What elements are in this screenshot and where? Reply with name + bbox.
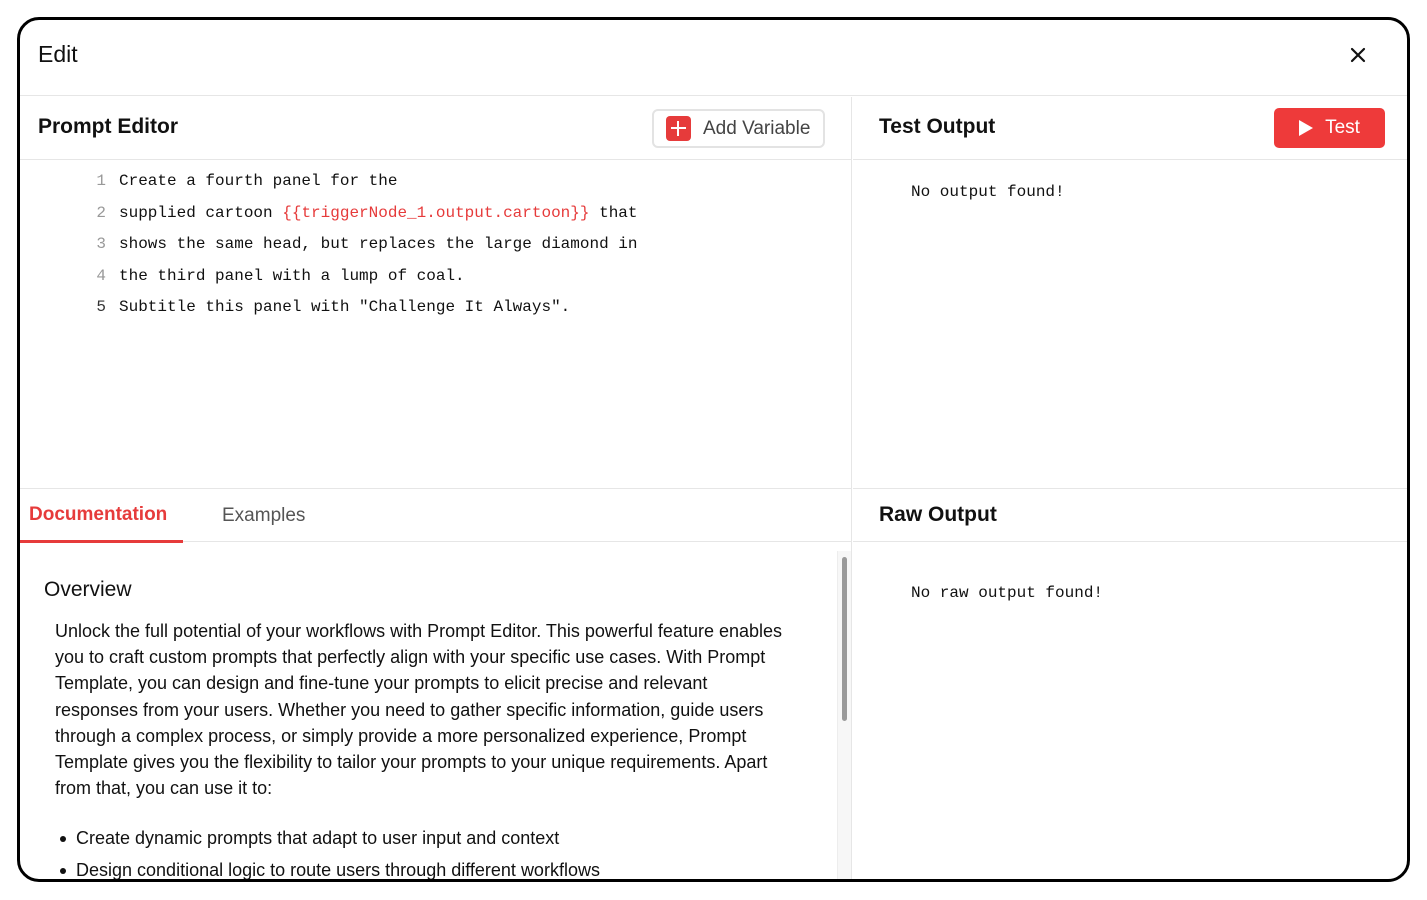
line-number: 2 — [96, 203, 106, 222]
raw-output-header — [853, 490, 1407, 542]
line-text — [119, 298, 570, 316]
doc-bullet-item: Design conditional logic to route users through different workflows — [57, 854, 817, 879]
prompt-editor-title: Prompt Editor — [38, 115, 178, 138]
test-output-area — [853, 161, 1407, 489]
doc-tabs — [20, 490, 851, 542]
text-segment: Create a fourth panel for the — [119, 172, 398, 190]
modal-header — [20, 20, 1407, 96]
text-segment: that — [589, 203, 638, 222]
text-segment: shows the same head, but replaces the large diamond in — [119, 235, 638, 253]
line-text — [119, 235, 637, 253]
modal-title: Edit — [38, 41, 78, 67]
doc-bullet-item: Create dynamic prompts that adapt to user input and context — [57, 822, 817, 854]
test-output-empty-text: No output found! — [911, 183, 1065, 201]
variable-token: {{triggerNode_1.output.cartoon}} — [282, 203, 590, 222]
line-text — [119, 204, 638, 222]
doc-overview-title: Overview — [44, 578, 132, 601]
edit-modal — [17, 17, 1410, 882]
doc-scrollbar-thumb[interactable] — [842, 557, 847, 721]
line-number: 4 — [96, 266, 106, 285]
raw-output-title: Raw Output — [879, 503, 997, 526]
prompt-editor-header — [20, 97, 851, 160]
right-column — [853, 97, 1407, 879]
test-output-header — [853, 97, 1407, 160]
tab-documentation[interactable]: Documentation — [20, 490, 183, 543]
line-number: 5 — [96, 298, 106, 316]
test-button[interactable] — [1274, 108, 1385, 148]
close-button[interactable] — [1343, 40, 1373, 70]
doc-scrollbar[interactable] — [837, 551, 851, 879]
left-column — [20, 97, 852, 879]
tab-examples[interactable]: Examples — [222, 505, 306, 526]
line-number: 3 — [96, 235, 106, 253]
line-text — [119, 267, 465, 285]
doc-overview-paragraph: Unlock the full potential of your workflows with Prompt Editor. This powerful feature enables you to craft custom prompts that perfectly align with your specific use cases. With Prompt Template, you can design and fine-tune your prompts to elicit precise and relevant responses from your users. Whether you need to gather specific information, guide users through a complex process, or simply provide a more personalized experience, Prompt Template gives you the flexibility to tailor your prompts to your unique requirements. Apart from that, you can use it to: — [55, 621, 783, 799]
raw-output-empty-text: No raw output found! — [911, 584, 1104, 602]
doc-bullet-list — [57, 822, 817, 879]
line-text — [119, 172, 397, 190]
line-number: 1 — [96, 172, 106, 190]
text-segment: supplied cartoon — [119, 203, 283, 222]
play-icon — [1299, 120, 1313, 136]
add-variable-button[interactable] — [652, 109, 825, 148]
close-icon — [1350, 47, 1366, 63]
test-button-label: Test — [1325, 117, 1360, 138]
test-output-title: Test Output — [879, 115, 996, 138]
plus-square-icon — [666, 116, 691, 141]
prompt-code-editor[interactable] — [20, 161, 851, 489]
documentation-panel — [20, 543, 851, 879]
text-segment: Subtitle this panel with "Challenge It Always". — [119, 298, 571, 316]
text-segment: the third panel with a lump of coal. — [119, 266, 465, 285]
add-variable-label: Add Variable — [703, 117, 811, 139]
